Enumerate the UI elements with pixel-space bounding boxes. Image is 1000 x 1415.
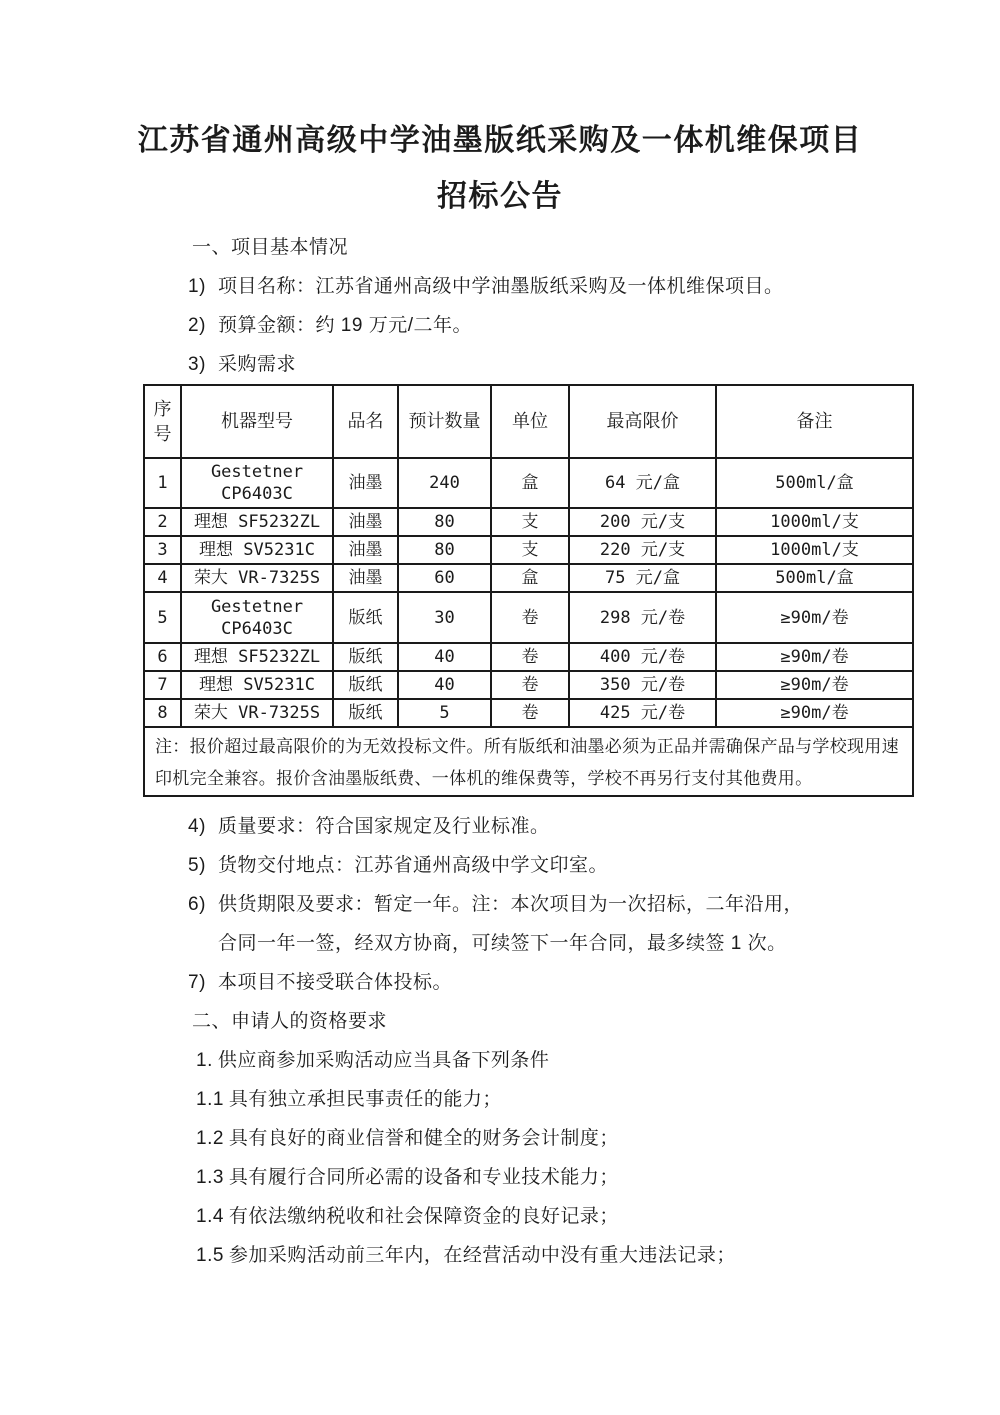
item-number: 3) [188, 354, 206, 375]
section2-heading: 二、申请人的资格要求 [192, 1011, 388, 1032]
list-item-7 [188, 963, 912, 1002]
header-seq: 序号 [144, 385, 181, 458]
cell-remark: 1000ml/支 [716, 508, 913, 536]
list-item-3 [188, 345, 912, 384]
cell-quantity: 30 [398, 592, 491, 643]
cell-model: 理想 SF5232ZL [181, 508, 333, 536]
table-row [144, 671, 913, 699]
cell-model: 荣大 VR-7325S [181, 699, 333, 727]
list-item-4 [188, 807, 912, 846]
cell-seq: 5 [144, 592, 181, 643]
document-body [0, 228, 1000, 1275]
cell-max-price: 425 元/卷 [569, 699, 716, 727]
cell-unit: 卷 [491, 699, 569, 727]
table-note: 注：报价超过最高限价的为无效投标文件。所有版纸和油墨必须为正品并需确保产品与学校现用速印机完全兼容。报价含油墨版纸费、一体机的维保费等，学校不再另行支付其他费用。 [144, 727, 913, 796]
cell-remark: ≥90m/卷 [716, 592, 913, 643]
cell-quantity: 5 [398, 699, 491, 727]
cell-seq: 4 [144, 564, 181, 592]
cell-quantity: 80 [398, 536, 491, 564]
cell-unit: 支 [491, 536, 569, 564]
item-number: 1) [188, 276, 206, 297]
cell-item-name: 版纸 [333, 699, 398, 727]
sub-item-1-5 [196, 1236, 912, 1275]
cell-item-name: 油墨 [333, 458, 398, 508]
cell-item-name: 油墨 [333, 508, 398, 536]
header-item-name: 品名 [333, 385, 398, 458]
cell-max-price: 64 元/盒 [569, 458, 716, 508]
cell-max-price: 350 元/卷 [569, 671, 716, 699]
table-row [144, 564, 913, 592]
table-row [144, 458, 913, 508]
cell-unit: 卷 [491, 592, 569, 643]
procurement-table [143, 384, 914, 797]
item-text: 参加采购活动前三年内，在经营活动中没有重大违法记录； [228, 1245, 736, 1266]
cell-seq: 1 [144, 458, 181, 508]
cell-unit: 盒 [491, 564, 569, 592]
item-number: 6) [188, 894, 206, 915]
item-text: 采购需求 [218, 354, 297, 375]
section1-heading: 一、项目基本情况 [192, 237, 349, 258]
item-number: 1.2 [196, 1128, 224, 1149]
item-text: 具有良好的商业信誉和健全的财务会计制度； [228, 1128, 619, 1149]
item-text: 供货期限及要求：暂定一年。注：本次项目为一次招标，二年沿用，合同一年一签，经双方协商，可续签下一年合同，最多续签 1 次。 [218, 894, 804, 954]
cell-max-price: 200 元/支 [569, 508, 716, 536]
cell-unit: 卷 [491, 643, 569, 671]
header-quantity: 预计数量 [398, 385, 491, 458]
table-row [144, 536, 913, 564]
item-text: 供应商参加采购活动应当具备下列条件 [217, 1050, 550, 1071]
cell-model: Gestetner CP6403C [181, 592, 333, 643]
table-row [144, 508, 913, 536]
cell-model: 理想 SV5231C [181, 671, 333, 699]
document-title-line1: 江苏省通州高级中学油墨版纸采购及一体机维保项目 [137, 124, 863, 157]
table-row [144, 643, 913, 671]
cell-seq: 3 [144, 536, 181, 564]
cell-quantity: 40 [398, 643, 491, 671]
header-max-price: 最高限价 [569, 385, 716, 458]
sub-item-1-3 [196, 1158, 912, 1197]
cell-unit: 支 [491, 508, 569, 536]
cell-model: Gestetner CP6403C [181, 458, 333, 508]
cell-quantity: 40 [398, 671, 491, 699]
cell-unit: 盒 [491, 458, 569, 508]
cell-max-price: 220 元/支 [569, 536, 716, 564]
list-item-5 [188, 846, 912, 885]
cell-quantity: 60 [398, 564, 491, 592]
item-text: 有依法缴纳税收和社会保障资金的良好记录； [228, 1206, 619, 1227]
cell-model: 理想 SV5231C [181, 536, 333, 564]
header-unit: 单位 [491, 385, 569, 458]
item-text: 本项目不接受联合体投标。 [218, 972, 453, 993]
item-number: 5) [188, 855, 206, 876]
sub-item-1-1 [196, 1080, 912, 1119]
item-number: 1.4 [196, 1206, 224, 1227]
cell-seq: 6 [144, 643, 181, 671]
document-title-line2: 招标公告 [437, 180, 563, 213]
cell-seq: 7 [144, 671, 181, 699]
table-row [144, 592, 913, 643]
item-number: 2) [188, 315, 206, 336]
item-number: 1.3 [196, 1167, 224, 1188]
cell-remark: ≥90m/卷 [716, 671, 913, 699]
cell-unit: 卷 [491, 671, 569, 699]
item-text: 项目名称：江苏省通州高级中学油墨版纸采购及一体机维保项目。 [218, 276, 784, 297]
sub-item-1-4 [196, 1197, 912, 1236]
sub-item-1 [196, 1041, 912, 1080]
cell-max-price: 298 元/卷 [569, 592, 716, 643]
cell-model: 理想 SF5232ZL [181, 643, 333, 671]
table-header-row [144, 385, 913, 458]
section1-continued [143, 807, 912, 1002]
cell-item-name: 油墨 [333, 536, 398, 564]
item-text: 货物交付地点：江苏省通州高级中学文印室。 [218, 855, 609, 876]
item-number: 1.5 [196, 1245, 224, 1266]
cell-remark: ≥90m/卷 [716, 699, 913, 727]
table-note-row [144, 727, 913, 796]
cell-item-name: 版纸 [333, 671, 398, 699]
item-number: 1. [196, 1050, 213, 1071]
table-row [144, 699, 913, 727]
cell-max-price: 75 元/盒 [569, 564, 716, 592]
item-number: 1.1 [196, 1089, 224, 1110]
header-remark: 备注 [716, 385, 913, 458]
cell-seq: 2 [144, 508, 181, 536]
cell-remark: 500ml/盒 [716, 564, 913, 592]
cell-item-name: 版纸 [333, 643, 398, 671]
cell-max-price: 400 元/卷 [569, 643, 716, 671]
sub-item-1-2 [196, 1119, 912, 1158]
item-text: 具有履行合同所必需的设备和专业技术能力； [228, 1167, 619, 1188]
cell-remark: 500ml/盒 [716, 458, 913, 508]
list-item-6 [188, 885, 912, 963]
cell-item-name: 版纸 [333, 592, 398, 643]
item-text: 预算金额：约 19 万元/二年。 [218, 315, 472, 336]
item-text: 质量要求：符合国家规定及行业标准。 [218, 816, 550, 837]
item-text: 具有独立承担民事责任的能力； [228, 1089, 502, 1110]
list-item-1 [188, 267, 912, 306]
header-model: 机器型号 [181, 385, 333, 458]
cell-model: 荣大 VR-7325S [181, 564, 333, 592]
cell-remark: ≥90m/卷 [716, 643, 913, 671]
list-item-2 [188, 306, 912, 345]
title-block [0, 0, 1000, 218]
cell-remark: 1000ml/支 [716, 536, 913, 564]
cell-item-name: 油墨 [333, 564, 398, 592]
cell-seq: 8 [144, 699, 181, 727]
item-number: 4) [188, 816, 206, 837]
cell-quantity: 240 [398, 458, 491, 508]
cell-quantity: 80 [398, 508, 491, 536]
item-number: 7) [188, 972, 206, 993]
